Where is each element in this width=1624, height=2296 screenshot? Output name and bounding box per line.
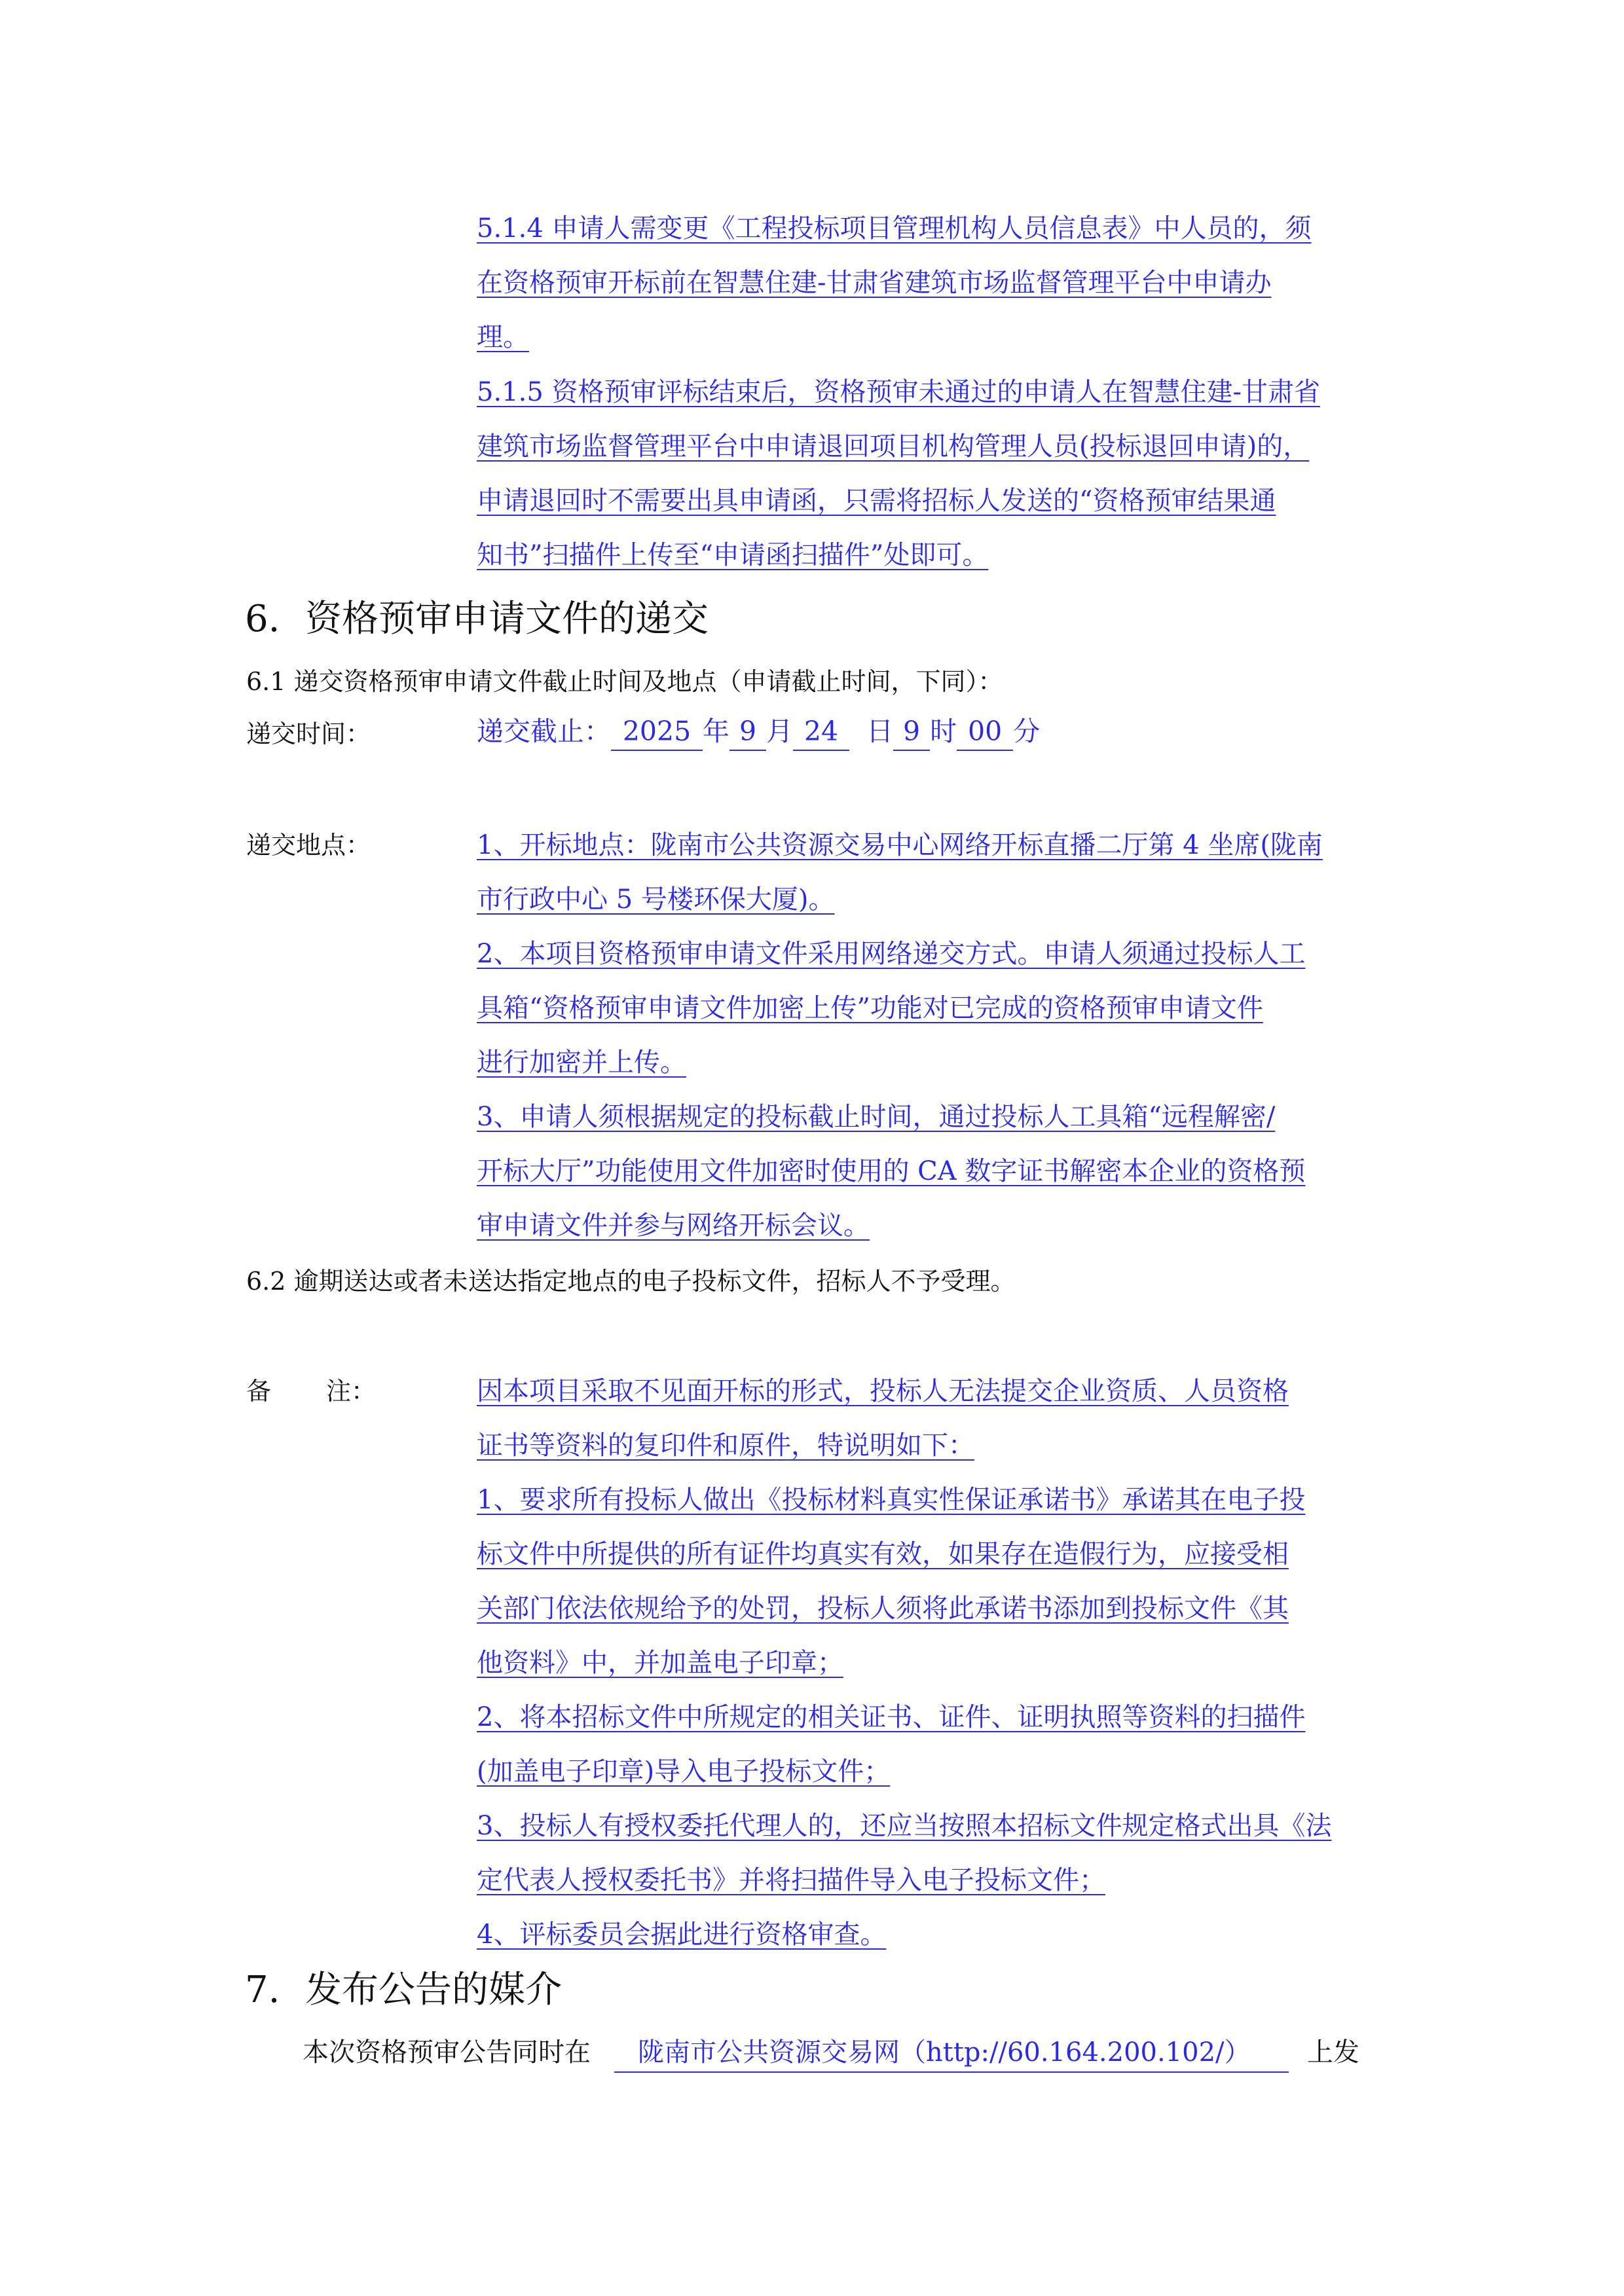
submission-place [477, 818, 1384, 1253]
section-6-heading [245, 593, 709, 646]
deadline-minute: 00 [957, 713, 1013, 751]
deadline-month: 9 [729, 713, 766, 751]
place-item-line: 1、开标地点：陇南市公共资源交易中心网络开标直播二厅第 4 坐席(陇南 [477, 830, 1323, 860]
submission-time-label: 递交时间： [246, 720, 371, 748]
remark-line: 因本项目采取不见面开标的形式，投标人无法提交企业资质、人员资格 [477, 1376, 1289, 1406]
section-7-number: 7. [245, 1969, 280, 2011]
submission-place-label: 递交地点： [246, 831, 371, 860]
clause-5-1-4-line: 在资格预审开标前在智慧住建-甘肃省建筑市场监督管理平台中申请办 [477, 268, 1272, 298]
clause-6-2: 6.2 逾期送达或者未送达指定地点的电子投标文件，招标人不予受理。 [246, 1267, 1016, 1296]
clause-5-1-5-line: 建筑市场监督管理平台中申请退回项目机构管理人员(投标退回申请)的， [477, 431, 1310, 462]
remark-line: 3、投标人有授权委托代理人的，还应当按照本招标文件规定格式出具《法 [477, 1811, 1332, 1841]
section-6-number: 6. [245, 598, 280, 640]
deadline-day: 24 [793, 713, 849, 751]
clause-5-1-5 [477, 365, 1384, 583]
media-website-link[interactable]: 陇南市公共资源交易网（http://60.164.200.102/） [614, 2033, 1289, 2073]
place-item-line: 审申请文件并参与网络开标会议。 [477, 1211, 870, 1241]
place-item-line: 具箱“资格预审申请文件加密上传”功能对已完成的资格预审申请文件 [477, 993, 1263, 1023]
remark-line: 定代表人授权委托书》并将扫描件导入电子投标文件； [477, 1865, 1105, 1895]
clause-5-1-5-line: 知书”扫描件上传至“申请函扫描件”处即可。 [477, 540, 989, 570]
media-line [303, 2026, 1359, 2080]
place-item-line: 2、本项目资格预审申请文件采用网络递交方式。申请人须通过投标人工 [477, 939, 1306, 969]
remarks-label-char-1: 备 [246, 1377, 272, 1406]
remark-line: 标文件中所提供的所有证件均真实有效，如果存在造假行为，应接受相 [477, 1539, 1289, 1569]
clause-5-1-4 [477, 202, 1384, 365]
clause-5-1-4-line: 理。 [477, 322, 529, 352]
place-item-line: 市行政中心 5 号楼环保大厦)。 [477, 884, 835, 915]
deadline-day-unit: 日 [866, 716, 894, 747]
clause-5-1-5-line: 5.1.5 资格预审评标结束后，资格预审未通过的申请人在智慧住建-甘肃省 [477, 377, 1321, 407]
remark-line: 4、评标委员会据此进行资格审查。 [477, 1920, 887, 1950]
deadline-minute-unit: 分 [1013, 716, 1041, 747]
media-prefix: 本次资格预审公告同时在 [303, 2037, 591, 2068]
section-6-title: 资格预审申请文件的递交 [305, 598, 709, 640]
deadline-hour: 9 [893, 713, 930, 751]
place-item-line: 进行加密并上传。 [477, 1048, 686, 1078]
remarks-label [246, 1364, 376, 1419]
section-7-title: 发布公告的媒介 [305, 1969, 562, 2011]
deadline-month-unit: 月 [766, 716, 793, 747]
remark-line: 证书等资料的复印件和原件，特说明如下： [477, 1430, 974, 1461]
deadline-hour-unit: 时 [930, 716, 957, 747]
clause-5-1-4-line: 5.1.4 申请人需变更《工程投标项目管理机构人员信息表》中人员的，须 [477, 213, 1312, 244]
place-item-line: 开标大厅”功能使用文件加密时使用的 CA 数字证书解密本企业的资格预 [477, 1156, 1306, 1186]
remarks-label-char-2: 注： [326, 1377, 377, 1406]
remark-line: 关部门依法依规给予的处罚，投标人须将此承诺书添加到投标文件《其 [477, 1594, 1289, 1624]
remark-line: 1、要求所有投标人做出《投标材料真实性保证承诺书》承诺其在电子投 [477, 1485, 1306, 1515]
remark-line: (加盖电子印章)导入电子投标文件； [477, 1757, 891, 1787]
remarks [477, 1364, 1384, 1962]
clause-6-1: 6.1 递交资格预审申请文件截止时间及地点（申请截止时间，下同）： [246, 667, 1003, 696]
clause-5-1-5-line: 申请退回时不需要出具申请函，只需将招标人发送的“资格预审结果通 [477, 486, 1276, 516]
section-7-heading [245, 1964, 562, 2016]
deadline-year: 2025 [611, 713, 703, 751]
place-item-line: 3、申请人须根据规定的投标截止时间，通过投标人工具箱“远程解密/ [477, 1102, 1276, 1132]
submission-deadline [477, 704, 1040, 759]
media-suffix: 上发 [1307, 2037, 1359, 2068]
deadline-year-unit: 年 [703, 716, 729, 747]
remark-line: 他资料》中，并加盖电子印章； [477, 1648, 843, 1678]
deadline-prefix: 递交截止： [477, 716, 611, 747]
remark-line: 2、将本招标文件中所规定的相关证书、证件、证明执照等资料的扫描件 [477, 1702, 1306, 1732]
